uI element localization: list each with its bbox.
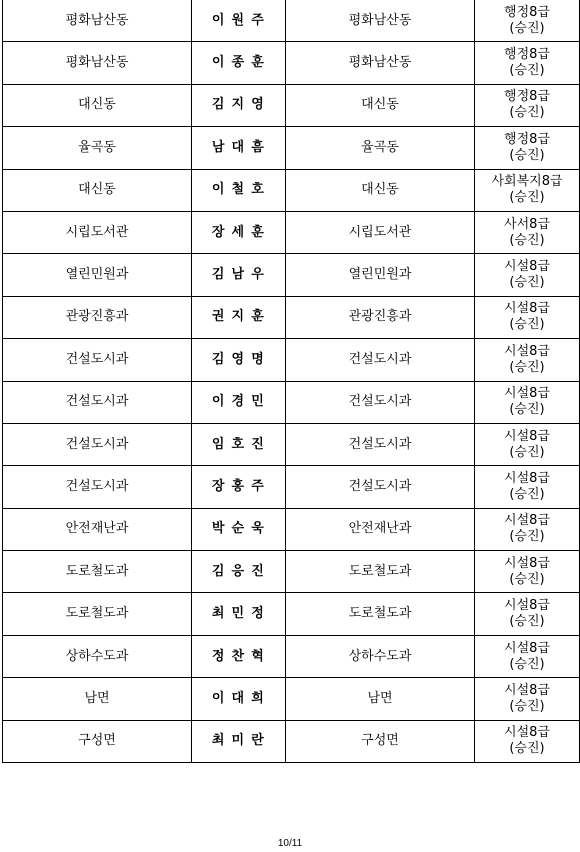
table-row — [3, 42, 580, 84]
grade-cell — [475, 466, 580, 508]
grade-level: 시설8급 — [504, 640, 550, 656]
grade-cell — [475, 339, 580, 381]
table-row — [3, 466, 580, 508]
table-row — [3, 678, 580, 720]
promotion-type: (승진) — [509, 359, 545, 375]
table-row — [3, 720, 580, 762]
employee-name: 김 남 우 — [192, 254, 286, 296]
new-department: 건설도시과 — [286, 423, 475, 465]
new-department: 구성면 — [286, 720, 475, 762]
promotion-type: (승진) — [509, 402, 545, 418]
grade-level: 행정8급 — [504, 47, 550, 63]
table-row — [3, 169, 580, 211]
grade-level: 시설8급 — [504, 301, 550, 317]
previous-department: 건설도시과 — [3, 466, 192, 508]
grade-cell — [475, 720, 580, 762]
employee-name: 최 미 란 — [192, 720, 286, 762]
employee-name: 김 지 영 — [192, 84, 286, 126]
employee-name: 남 대 흠 — [192, 127, 286, 169]
grade-cell — [475, 0, 580, 42]
personnel-table — [2, 0, 580, 763]
table-row — [3, 127, 580, 169]
table-row — [3, 593, 580, 635]
table-row — [3, 423, 580, 465]
personnel-table-body — [3, 0, 580, 763]
table-row — [3, 508, 580, 550]
previous-department: 남면 — [3, 678, 192, 720]
new-department: 도로철도과 — [286, 551, 475, 593]
new-department: 남면 — [286, 678, 475, 720]
employee-name: 이 종 훈 — [192, 42, 286, 84]
promotion-type: (승진) — [509, 486, 545, 502]
new-department: 관광진흥과 — [286, 296, 475, 338]
grade-level: 시설8급 — [504, 259, 550, 275]
employee-name: 김 영 명 — [192, 339, 286, 381]
new-department: 대신동 — [286, 169, 475, 211]
new-department: 상하수도과 — [286, 635, 475, 677]
new-department: 평화남산동 — [286, 0, 475, 42]
table-row — [3, 211, 580, 253]
grade-cell — [475, 635, 580, 677]
table-row — [3, 339, 580, 381]
new-department: 열린민원과 — [286, 254, 475, 296]
promotion-type: (승진) — [509, 571, 545, 587]
promotion-type: (승진) — [509, 232, 545, 248]
grade-cell — [475, 423, 580, 465]
promotion-type: (승진) — [509, 105, 545, 121]
grade-cell — [475, 381, 580, 423]
previous-department: 열린민원과 — [3, 254, 192, 296]
promotion-type: (승진) — [509, 444, 545, 460]
promotion-type: (승진) — [509, 63, 545, 79]
previous-department: 대신동 — [3, 169, 192, 211]
promotion-type: (승진) — [509, 529, 545, 545]
grade-cell — [475, 84, 580, 126]
table-row — [3, 551, 580, 593]
table-row — [3, 381, 580, 423]
grade-level: 시설8급 — [504, 428, 550, 444]
previous-department: 관광진흥과 — [3, 296, 192, 338]
employee-name: 이 원 주 — [192, 0, 286, 42]
employee-name: 김 응 진 — [192, 551, 286, 593]
new-department: 대신동 — [286, 84, 475, 126]
grade-level: 시설8급 — [504, 470, 550, 486]
grade-level: 시설8급 — [504, 555, 550, 571]
previous-department: 안전재난과 — [3, 508, 192, 550]
promotion-type: (승진) — [509, 147, 545, 163]
previous-department: 평화남산동 — [3, 42, 192, 84]
promotion-type: (승진) — [509, 698, 545, 714]
grade-cell — [475, 169, 580, 211]
new-department: 평화남산동 — [286, 42, 475, 84]
promotion-type: (승진) — [509, 275, 545, 291]
table-row — [3, 635, 580, 677]
grade-cell — [475, 593, 580, 635]
previous-department: 도로철도과 — [3, 593, 192, 635]
previous-department: 건설도시과 — [3, 381, 192, 423]
grade-level: 행정8급 — [504, 4, 550, 20]
promotion-type: (승진) — [509, 190, 545, 206]
promotion-type: (승진) — [509, 656, 545, 672]
employee-name: 장 홍 주 — [192, 466, 286, 508]
grade-level: 사회복지8급 — [491, 174, 563, 190]
grade-cell — [475, 508, 580, 550]
grade-cell — [475, 211, 580, 253]
table-row — [3, 0, 580, 42]
previous-department: 상하수도과 — [3, 635, 192, 677]
page-number: 10/11 — [277, 838, 303, 849]
previous-department: 대신동 — [3, 84, 192, 126]
previous-department: 구성면 — [3, 720, 192, 762]
grade-level: 사서8급 — [504, 216, 550, 232]
table-row — [3, 296, 580, 338]
new-department: 율곡동 — [286, 127, 475, 169]
grade-cell — [475, 127, 580, 169]
new-department: 건설도시과 — [286, 381, 475, 423]
employee-name: 정 찬 혁 — [192, 635, 286, 677]
previous-department: 시립도서관 — [3, 211, 192, 253]
employee-name: 장 세 훈 — [192, 211, 286, 253]
new-department: 도로철도과 — [286, 593, 475, 635]
employee-name: 권 지 훈 — [192, 296, 286, 338]
employee-name: 박 순 욱 — [192, 508, 286, 550]
grade-cell — [475, 551, 580, 593]
grade-cell — [475, 678, 580, 720]
previous-department: 도로철도과 — [3, 551, 192, 593]
employee-name: 이 경 민 — [192, 381, 286, 423]
previous-department: 평화남산동 — [3, 0, 192, 42]
new-department: 안전재난과 — [286, 508, 475, 550]
table-row — [3, 254, 580, 296]
employee-name: 임 호 진 — [192, 423, 286, 465]
promotion-type: (승진) — [509, 317, 545, 333]
new-department: 건설도시과 — [286, 339, 475, 381]
employee-name: 이 대 희 — [192, 678, 286, 720]
grade-level: 시설8급 — [504, 725, 550, 741]
employee-name: 최 민 정 — [192, 593, 286, 635]
grade-level: 행정8급 — [504, 89, 550, 105]
new-department: 건설도시과 — [286, 466, 475, 508]
promotion-type: (승진) — [509, 741, 545, 757]
grade-level: 시설8급 — [504, 386, 550, 402]
grade-level: 시설8급 — [504, 343, 550, 359]
new-department: 시립도서관 — [286, 211, 475, 253]
promotion-type: (승진) — [509, 614, 545, 630]
grade-cell — [475, 42, 580, 84]
grade-level: 행정8급 — [504, 131, 550, 147]
grade-level: 시설8급 — [504, 682, 550, 698]
previous-department: 건설도시과 — [3, 339, 192, 381]
table-row — [3, 84, 580, 126]
grade-level: 시설8급 — [504, 598, 550, 614]
previous-department: 건설도시과 — [3, 423, 192, 465]
grade-cell — [475, 296, 580, 338]
grade-cell — [475, 254, 580, 296]
promotion-type: (승진) — [509, 20, 545, 36]
previous-department: 율곡동 — [3, 127, 192, 169]
grade-level: 시설8급 — [504, 513, 550, 529]
employee-name: 이 철 호 — [192, 169, 286, 211]
